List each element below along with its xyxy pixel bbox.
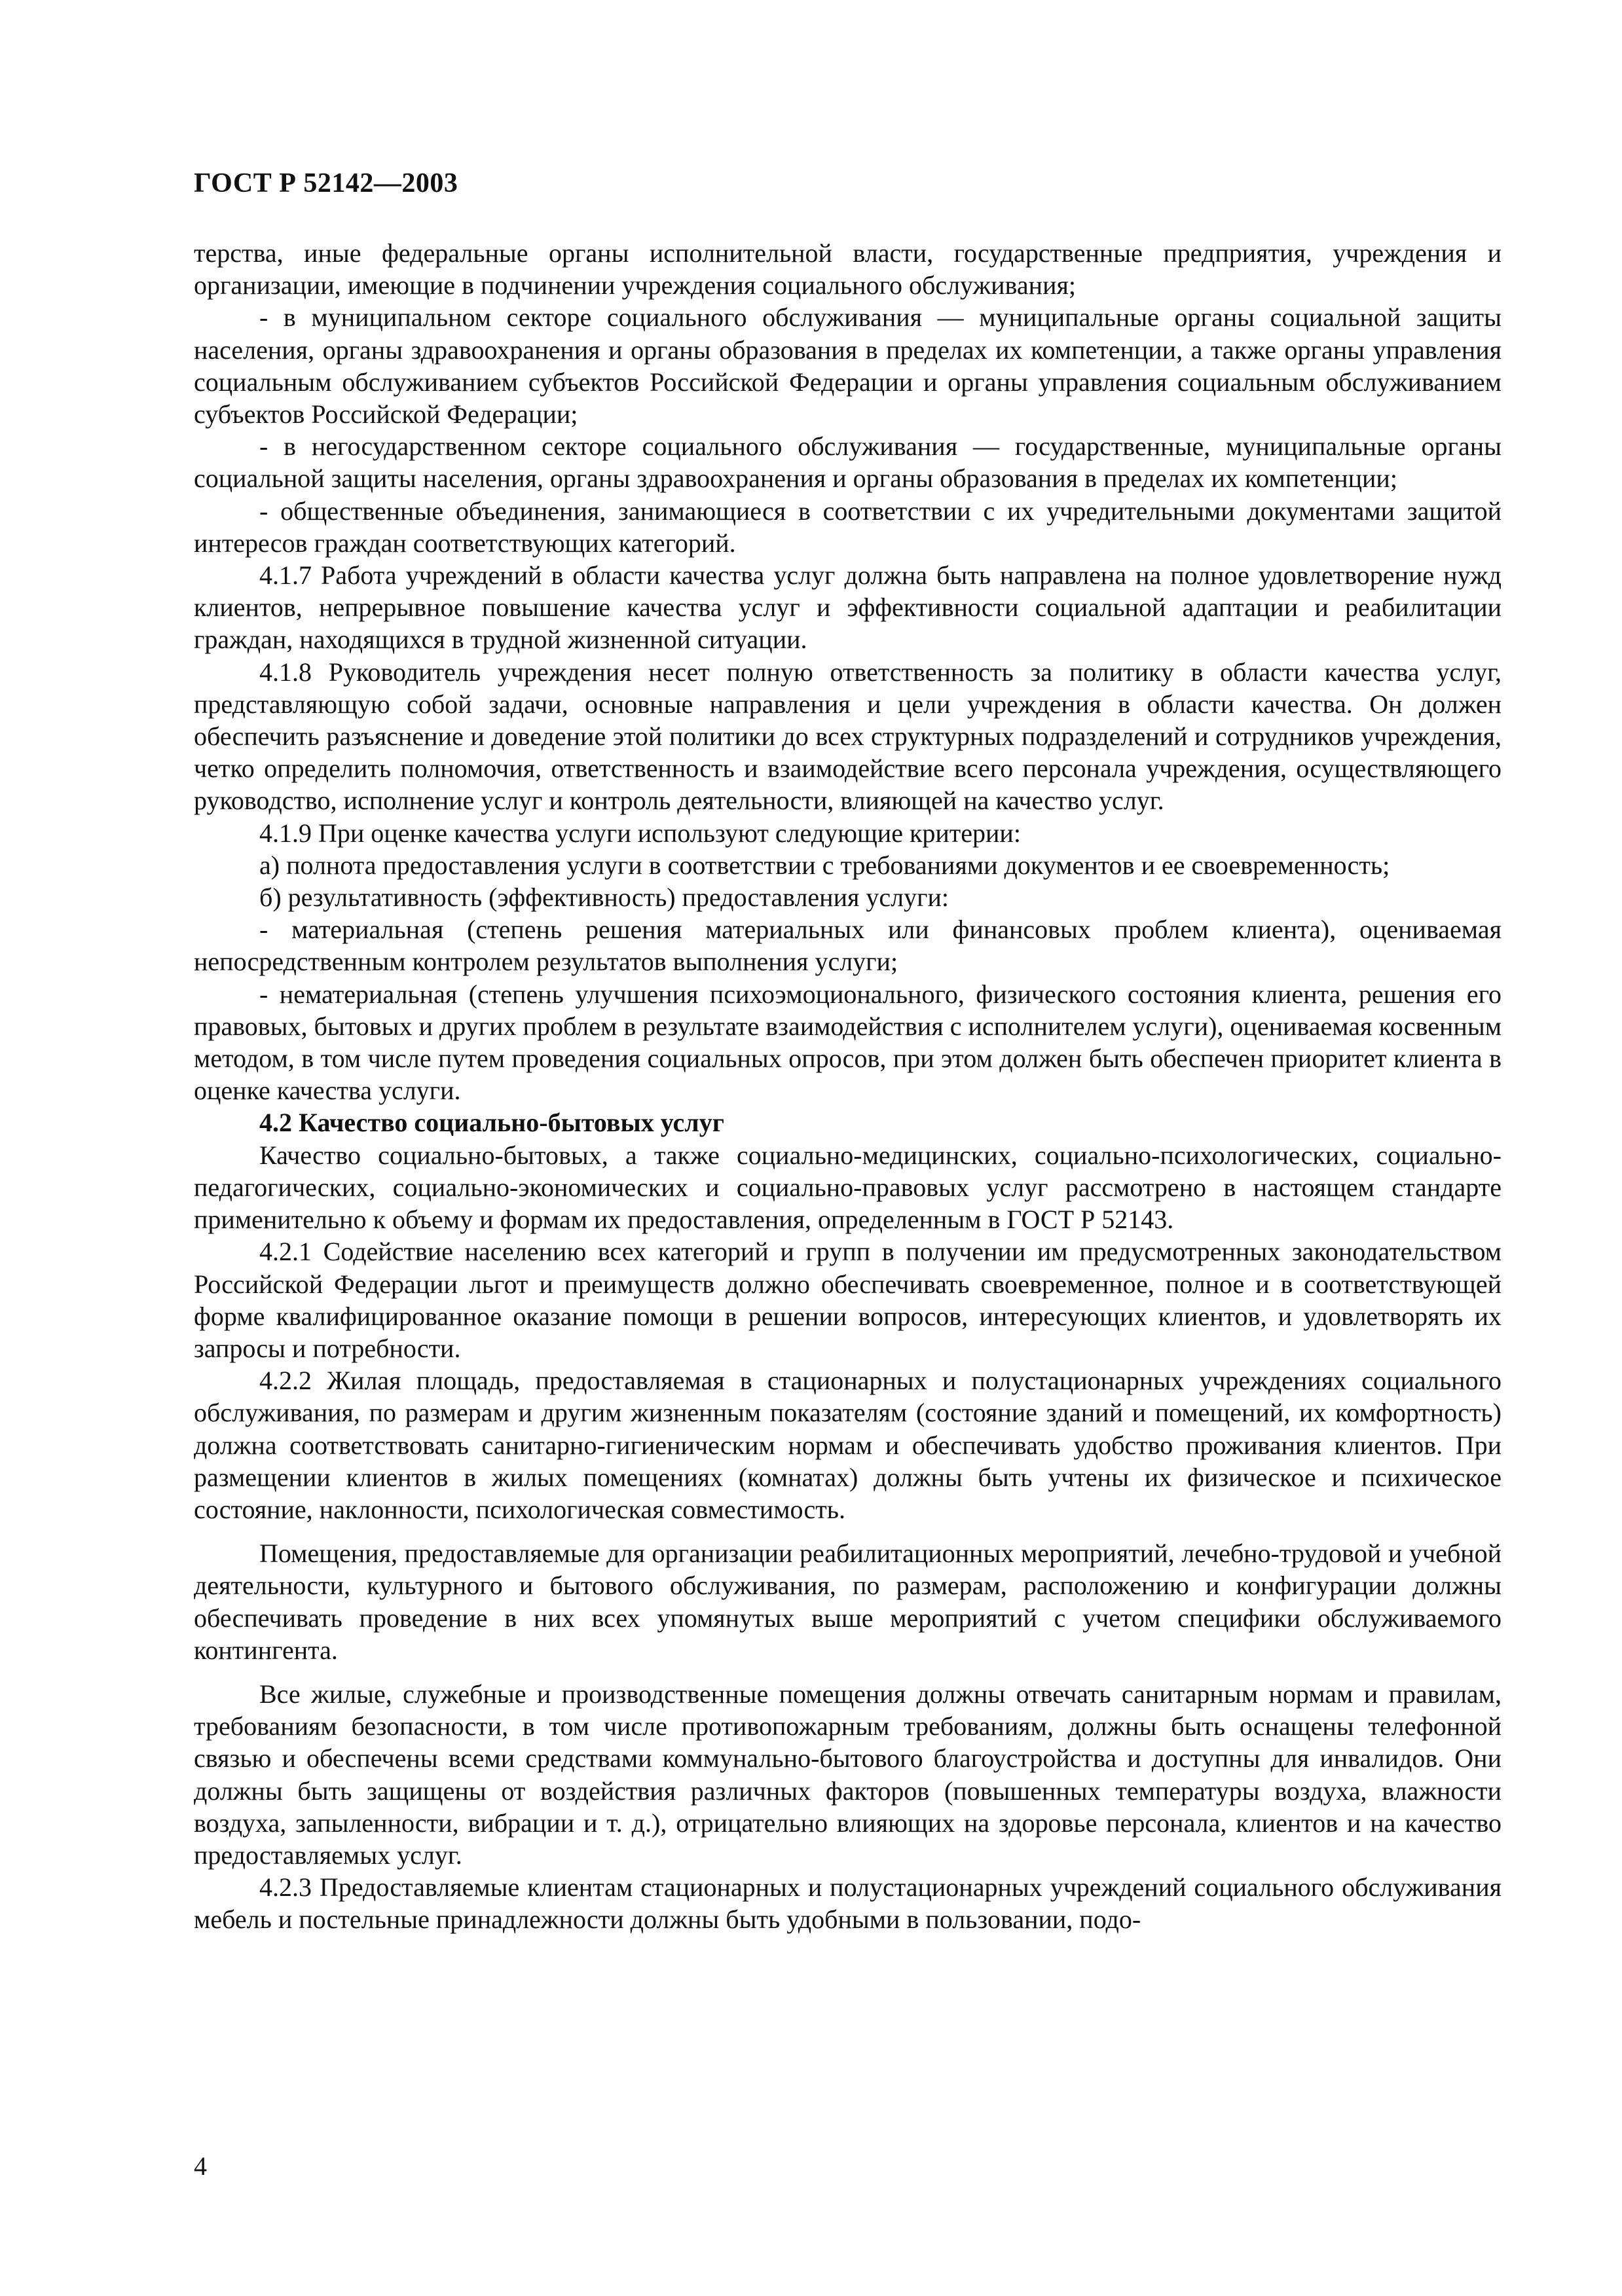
page-number: 4: [194, 2151, 207, 2181]
paragraph: 4.1.9 При оценке качества услуги используют следующие критерии:: [259, 818, 1021, 848]
paragraph: а) полнота предоставления услуги в соответствии с требованиями документов и ее своевременность;: [259, 850, 1390, 880]
paragraph: 4.1.7 Работа учреждений в области качества услуг должна быть направлена на полное удовлетворение нужд клиентов, непрерывное повышение качества услуг и эффективности социальной адаптации и реабилитации граждан, находящихся в трудной жизненной ситуации.: [194, 560, 1502, 655]
paragraph: 4.2.3 Предоставляемые клиентам стационарных и полустационарных учреждений социального обслуживания мебель и постельные принадлежности должны быть удобными в пользовании, подо-: [194, 1872, 1502, 1935]
paragraph: - общественные объединения, занимающиеся в соответствии с их учредительными документами защитой интересов граждан соответствующих категорий.: [194, 496, 1502, 558]
document-header: ГОСТ Р 52142—2003: [194, 168, 458, 198]
paragraph: - в негосударственном секторе социального обслуживания — государственные, муниципальные органы социальной защиты населения, органы здравоохранения и органы образования в пределах их компетенции;: [194, 431, 1502, 494]
paragraph: - в муниципальном секторе социального обслуживания — муниципальные органы социальной защиты населения, органы здравоохранения и органы образования в пределах их компетенции, а также органы управления социальным обслуживанием субъектов Российской Федерации и органы управления социальным обслуживанием субъектов Российской Федерации;: [194, 302, 1502, 429]
paragraph: б) результативность (эффективность) предоставления услуги:: [259, 883, 949, 913]
paragraph: 4.1.8 Руководитель учреждения несет полную ответственность за политику в области качества услуг, представляющую собой задачи, основные направления и цели учреждения в области качества. Он должен обеспечить разъяснение и доведение этой политики до всех структурных подразделений и сотрудников учреждения, четко определить полномочия, ответственность и взаимодействие всего персонала учреждения, осуществляющего руководство, исполнение услуг и контроль деятельности, влияющей на качество услуг.: [194, 657, 1502, 816]
paragraph: Все жилые, служебные и производственные помещения должны отвечать санитарным нормам и правилам, требованиям безопасности, в том числе противопожарным требованиям, должны быть оснащены телефонной связью и обеспечены всеми средствами коммунально-бытового благоустройства и доступны для инвалидов. Они должны быть защищены от воздействия различных факторов (повышенных температуры воздуха, влажности воздуха, запыленности, вибрации и т. д.), отрицательно влияющих на здоровье персонала, клиентов и на качество предоставляемых услуг.: [194, 1679, 1502, 1870]
paragraph: - нематериальная (степень улучшения психоэмоционального, физического состояния клиента, решения его правовых, бытовых и других проблем в результате взаимодействия с исполнителем услуги), оцениваемая косвенным методом, в том числе путем проведения социальных опросов, при этом должен быть обеспечен приоритет клиента в оценке качества услуги.: [194, 979, 1502, 1106]
paragraph: 4.2.2 Жилая площадь, предоставляемая в стационарных и полустационарных учреждениях социального обслуживания, по размерам и другим жизненным показателям (состояние зданий и помещений, их комфортность) должна соответствовать санитарно-гигиеническим нормам и обеспечивать удобство проживания клиентов. При размещении клиентов в жилых помещениях (комнатах) должны быть учтены их физическое и психическое состояние, наклонности, психологическая совместимость.: [194, 1366, 1502, 1524]
document-body: [194, 237, 1502, 1936]
paragraph: Качество социально-бытовых, а также социально-медицинских, социально-психологических, социально-педагогических, социально-экономических и социально-правовых услуг рассмотрено в настоящем стандарте применительно к объему и формам их предоставления, определенным в ГОСТ Р 52143.: [194, 1140, 1502, 1235]
paragraph: Помещения, предоставляемые для организации реабилитационных мероприятий, лечебно-трудовой и учебной деятельности, культурного и бытового обслуживания, по размерам, расположению и конфигурации должны обеспечивать проведение в них всех упомянутых выше мероприятий с учетом специфики обслуживаемого контингента.: [194, 1539, 1502, 1665]
paragraph: терства, иные федеральные органы исполнительной власти, государственные предприятия, учреждения и организации, имеющие в подчинении учреждения социального обслуживания;: [194, 238, 1502, 301]
paragraph: - материальная (степень решения материальных или финансовых проблем клиента), оцениваемая непосредственным контролем результатов выполнения услуги;: [194, 915, 1502, 977]
paragraph: 4.2.1 Содействие населению всех категорий и групп в получении им предусмотренных законодательством Российской Федерации льгот и преимуществ должно обеспечивать своевременное, полное и в соответствующей форме квалифицированное оказание помощи в решении вопросов, интересующих клиентов, и удовлетворять их запросы и потребности.: [194, 1237, 1502, 1363]
section-heading: 4.2 Качество социально-бытовых услуг: [259, 1108, 724, 1138]
